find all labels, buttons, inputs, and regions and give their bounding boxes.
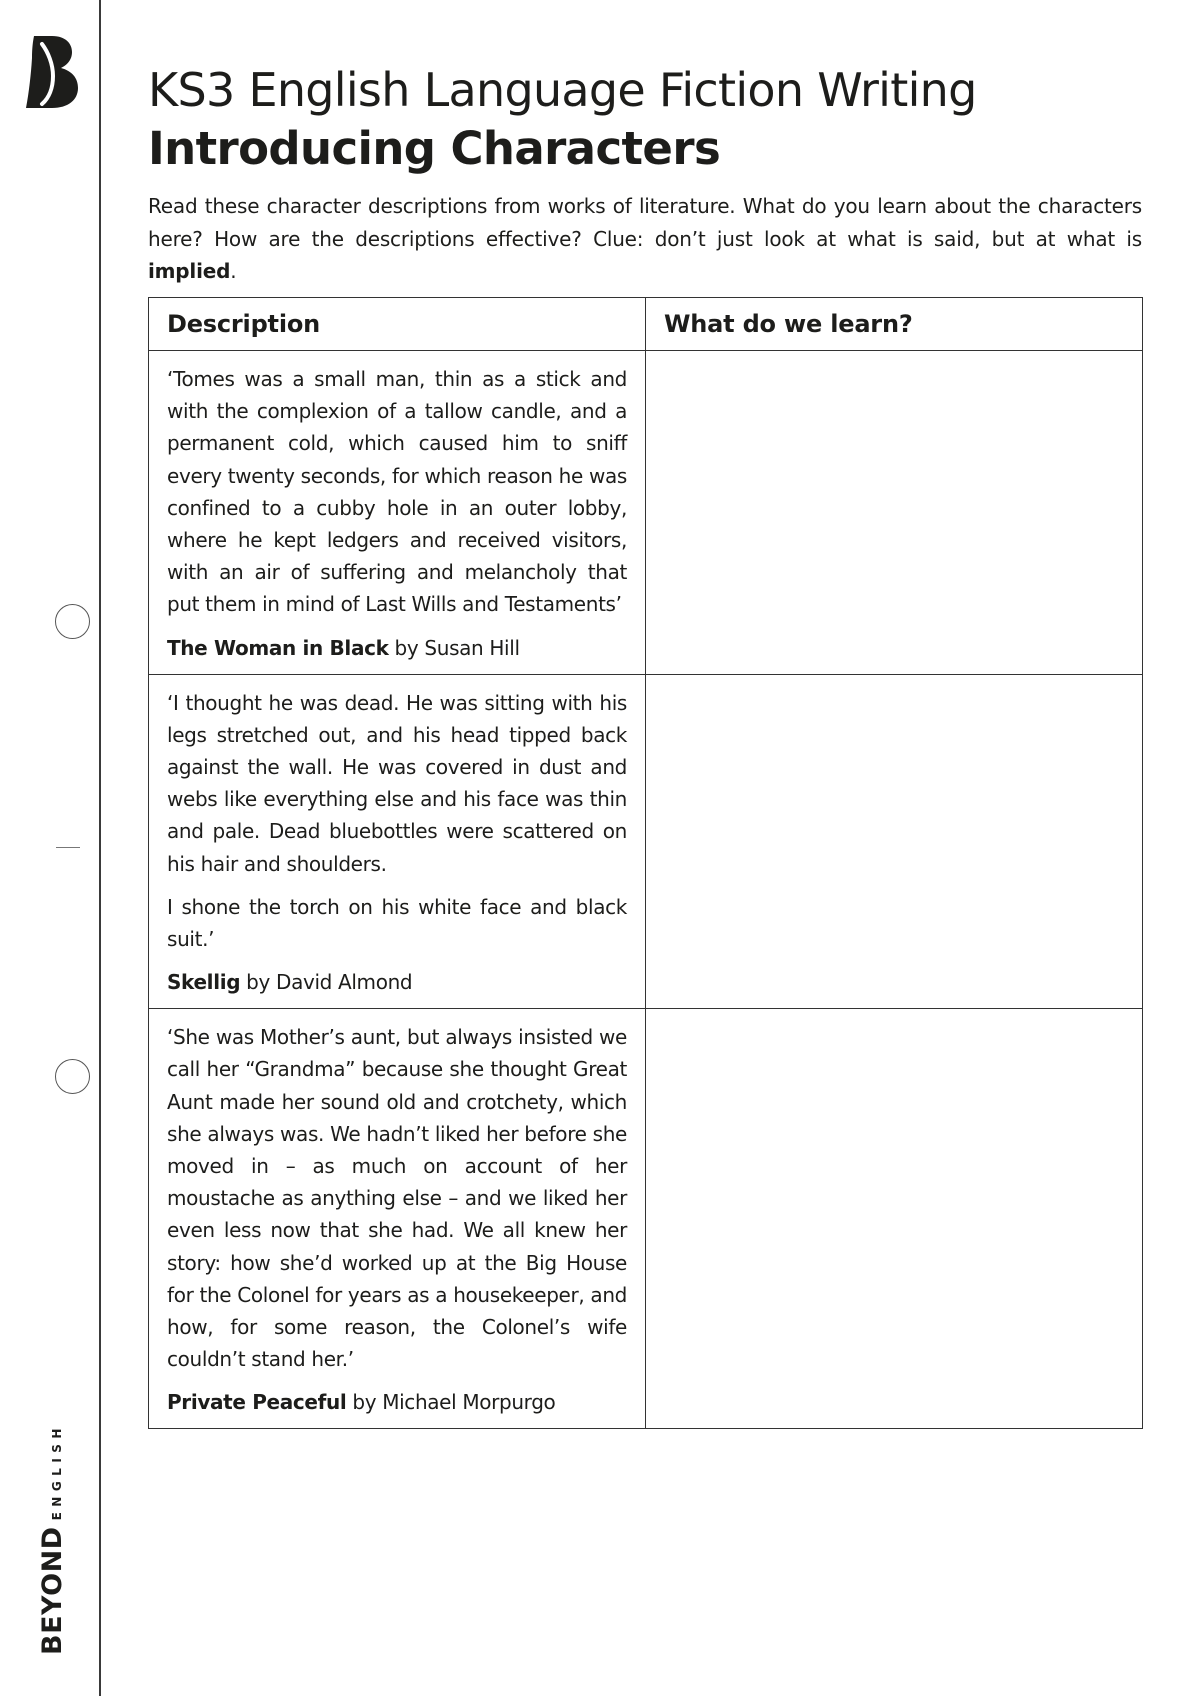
source-line — [167, 1386, 627, 1418]
brand-wordmark — [37, 1423, 68, 1655]
page-title: KS3 English Language Fiction Writing — [148, 63, 977, 117]
source-title: Private Peaceful — [167, 1390, 347, 1415]
punch-hole-upper — [55, 604, 90, 639]
worksheet-header — [148, 60, 1142, 288]
brand-name: BEYOND — [37, 1526, 68, 1655]
column-header-learn: What do we learn? — [646, 298, 1143, 351]
description-cell — [149, 674, 646, 1009]
table-header-row — [149, 298, 1143, 351]
brand-sub: ENGLISH — [50, 1423, 64, 1521]
answer-cell[interactable] — [646, 351, 1143, 675]
intro-end: . — [230, 259, 237, 283]
table-row — [149, 1009, 1143, 1429]
extract-paragraph: I shone the torch on his white face and black suit.’ — [167, 894, 627, 952]
description-cell — [149, 1009, 646, 1429]
source-author: by Michael Morpurgo — [346, 1390, 556, 1415]
source-author: by David Almond — [240, 970, 413, 995]
page-margin-line — [99, 0, 101, 1696]
extract-paragraph: ‘She was Mother’s aunt, but always insisted we call her “Grandma” because she thought Great Aunt made her sound old and crotchety, which she always was. We hadn’t liked her before she moved in – as much on account of her moustache as anything else – and we liked her even less now that she had. We all knew her story: how she’d worked up at the Big House for the Colonel for years as a housekeeper, and how, for some reason, the Colonel’s wife couldn’t stand her.’ — [167, 1025, 627, 1372]
table-row — [149, 674, 1143, 1009]
character-table — [148, 297, 1143, 1429]
table-row — [149, 351, 1143, 675]
answer-cell[interactable] — [646, 1009, 1143, 1429]
source-line — [167, 966, 627, 998]
source-author: by Susan Hill — [388, 635, 520, 660]
description-cell — [149, 351, 646, 675]
answer-cell[interactable] — [646, 674, 1143, 1009]
fold-mark — [56, 847, 80, 848]
column-header-description: Description — [149, 298, 646, 351]
punch-hole-lower — [55, 1059, 90, 1094]
intro-text — [148, 190, 1142, 288]
intro-emphasis: implied — [148, 259, 231, 283]
beyond-b-logo-icon — [22, 34, 80, 110]
page-subtitle: Introducing Characters — [148, 122, 721, 175]
source-title: The Woman in Black — [167, 635, 389, 660]
extract-paragraph: ‘Tomes was a small man, thin as a stick and with the complexion of a tallow candle, and a permanent cold, which caused him to sniff every twenty seconds, for which reason he was confined to a cubby hole in an outer lobby, where he kept ledgers and received visitors, with an air of suffering and melancholy that put them in mind of Last Wills and Testaments’ — [167, 367, 627, 617]
source-title: Skellig — [167, 970, 241, 995]
extract-paragraph: ‘I thought he was dead. He was sitting with his legs stretched out, and his head tipped back against the wall. He was covered in dust and webs like everything else and his face was thin and pale. Dead bluebottles were scattered on his hair and shoulders. — [167, 690, 627, 876]
source-line — [167, 632, 627, 664]
intro-main: Read these character descriptions from works of literature. What do you learn about the characters here? How are the descriptions effective? Clue: don’t just look at what is said, but at what is — [148, 194, 1142, 251]
